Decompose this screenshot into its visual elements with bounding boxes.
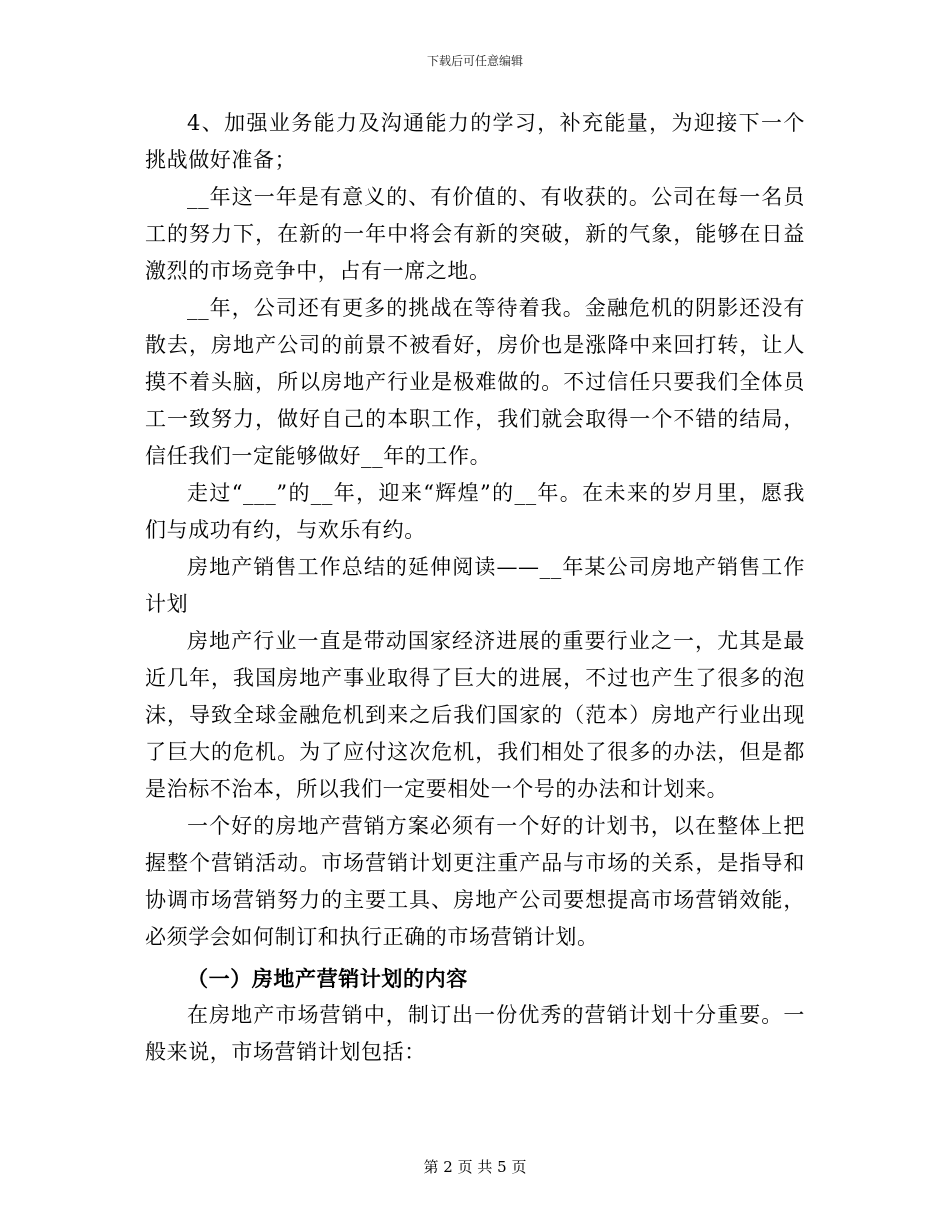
paragraph-industry-intro: 房地产行业一直是带动国家经济进展的重要行业之一，尤其是最近几年，我国房地产事业取得了巨大的进展，不过也产生了很多的泡沫，导致全球金融危机到来之后我们国家的（范本）房地产行业出现了巨大的危机。为了应付这次危机，我们相处了很多的办法，但是都是治标不治本，所以我们一定要相处一个号的办法和计划来。 <box>145 629 805 801</box>
paragraph-challenges: __年，公司还有更多的挑战在等待着我。金融危机的阴影还没有散去，房地产公司的前景不被看好，房价也是涨降中来回打转，让人摸不着头脑，所以房地产行业是极难做的。不过信任只要我们全体员工一致努力，做好自己的本职工作，我们就会取得一个不错的结局，信任我们一定能够做好__年的工作。 <box>145 296 805 468</box>
paragraph-year-summary: __年这一年是有意义的、有价值的、有收获的。公司在每一名员工的努力下，在新的一年中将会有新的突破，新的气象，能够在日益激烈的市场竞争中，占有一席之地。 <box>145 185 805 283</box>
paragraph-plan-contents: 在房地产市场营销中，制订出一份优秀的营销计划十分重要。一般来说，市场营销计划包括： <box>145 1003 805 1064</box>
section-heading: （一）房地产营销计划的内容 <box>187 966 468 991</box>
paragraph-marketing-plan: 一个好的房地产营销方案必须有一个好的计划书，以在整体上把握整个营销活动。市场营销计划更注重产品与市场的关系，是指导和协调市场营销努力的主要工具、房地产公司要想提高市场营销效能，必须学会如何制订和执行正确的市场营销计划。 <box>145 814 805 949</box>
paragraph-item-4: 4、加强业务能力及沟通能力的学习，补充能量，为迎接下一个挑战做好准备； <box>145 111 805 172</box>
page-header: 下载后可任意编辑 <box>426 54 523 68</box>
paragraph-wishes: 走过“___”的__年，迎来“辉煌”的__年。在未来的岁月里，愿我们与成功有约，与欢乐有约。 <box>145 481 805 542</box>
page-number: 第 2 页 共 5 页 <box>423 1158 527 1176</box>
paragraph-extended-reading: 房地产销售工作总结的延伸阅读——__年某公司房地产销售工作计划 <box>145 555 805 616</box>
document-body <box>145 105 805 1071</box>
